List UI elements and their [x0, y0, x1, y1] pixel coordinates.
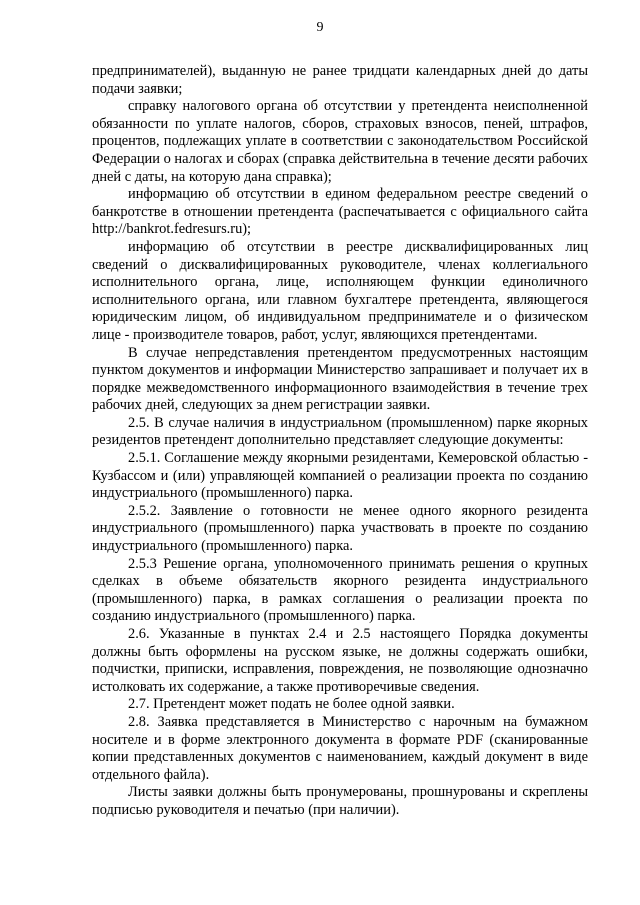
paragraph-7: 2.5.2. Заявление о готовности не менее одного якорного резидента индустриального (промышленного) парка участвовать в проекте по созданию индустриального (промышленного) парка. [92, 502, 588, 555]
paragraph-3: информацию об отсутствии в реестре дисквалифицированных лиц сведений о дисквалифицированных руководителе, членах коллегиального исполнительного органа, лице, исполняющем функции единоличного исполнительного органа, или главном бухгалтере претендента, являющегося юридическим лицом, об индивидуальном предпринимателе и о физическом лице - производителе товаров, работ, услуг, являющихся претендентами. [92, 238, 588, 343]
paragraph-11: 2.8. Заявка представляется в Министерство с нарочным на бумажном носителе и в форме электронного документа в формате PDF (сканированные копии представленных документов с наименованием, каждый документ в виде отдельного файла). [92, 713, 588, 783]
paragraph-4: В случае непредставления претендентом предусмотренных настоящим пунктом документов и информации Министерство запрашивает и получает их в порядке межведомственного информационного взаимодействия в течение трех рабочих дней, следующих за днем регистрации заявки. [92, 344, 588, 414]
page-number: 9 [316, 20, 324, 35]
paragraph-2: информацию об отсутствии в едином федеральном реестре сведений о банкротстве в отношении претендента (распечатывается с официального сайта http://bankrot.fedresurs.ru); [92, 186, 588, 238]
paragraph-10: 2.7. Претендент может подать не более одной заявки. [128, 696, 455, 713]
paragraph-9: 2.6. Указанные в пунктах 2.4 и 2.5 настоящего Порядка документы должны быть оформлены на русском языке, не должны содержать ошибки, подчистки, приписки, исправления, повреждения, не позволяющие однозначно истолковать их содержание, а также противоречивые сведения. [92, 626, 588, 695]
paragraph-5: 2.5. В случае наличия в индустриальном (промышленном) парке якорных резидентов претендент дополнительно представляет следующие документы: [92, 414, 588, 449]
paragraph-12: Листы заявки должны быть пронумерованы, прошнурованы и скреплены подписью руководителя и печатью (при наличии). [92, 784, 588, 818]
document-body [92, 63, 588, 820]
paragraph-8: 2.5.3 Решение органа, уполномоченного принимать решения о крупных сделках в объеме обязательств якорного резидента индустриального (промышленного) парка, в рамках соглашения о реализации проекта по созданию индустриального (промышленного) парка. [92, 555, 588, 625]
paragraph-6: 2.5.1. Соглашение между якорными резидентами, Кемеровской областью - Кузбассом и (или) управляющей компанией о реализации проекта по созданию индустриального (промышленного) парка. [92, 450, 588, 502]
paragraph-1: справку налогового органа об отсутствии у претендента неисполненной обязанности по уплате налогов, сборов, страховых взносов, пеней, штрафов, процентов, подлежащих уплате в соответствии с законодательством Российской Федерации о налогах и сборах (справка действительна в течение десяти рабочих дней с даты, на которую дана справка); [92, 98, 588, 185]
paragraph-0: предпринимателей), выданную не ранее тридцати календарных дней до даты подачи заявки; [92, 63, 588, 97]
